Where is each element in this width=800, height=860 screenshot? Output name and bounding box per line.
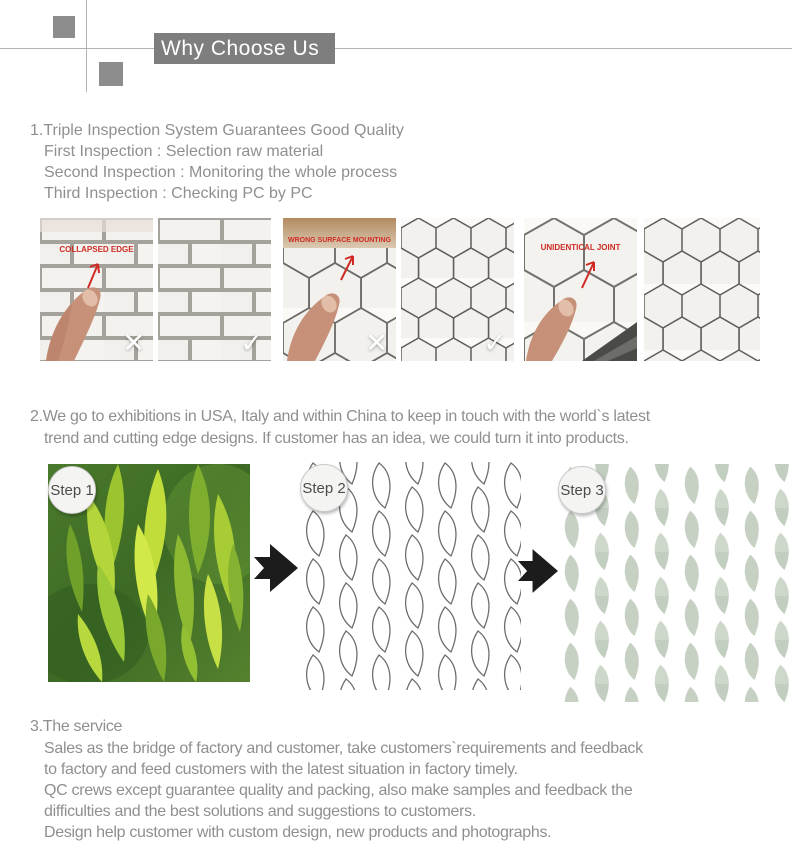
inspection-pair-unidentical-joint	[524, 218, 760, 361]
deco-square-top	[53, 16, 75, 38]
deco-vertical-line	[86, 0, 87, 92]
inspection-pair-collapsed-edge	[40, 218, 271, 361]
step-3-badge	[558, 466, 606, 514]
bad-x-mark: ✕	[365, 328, 388, 359]
inspection-photo-bad-1	[40, 218, 153, 361]
step-3-label: Step 3	[560, 481, 604, 499]
section-3-line-5: Design help customer with custom design, new products and photographs.	[44, 824, 552, 841]
defect-label: UNIDENTICAL JOINT	[540, 243, 621, 252]
section-3-heading: 3.The service	[30, 718, 123, 735]
bad-x-mark: ✕	[122, 328, 145, 359]
step-2-badge	[300, 464, 348, 512]
hexagon-tile-defect-graphic	[524, 218, 637, 361]
section-3-text	[30, 716, 643, 843]
section-1-line-2: Second Inspection : Monitoring the whole process	[44, 164, 398, 181]
section-3-line-3: QC crews except guarantee quality and packing, also make samples and feedback the	[44, 782, 633, 799]
step-2-drawing	[300, 462, 521, 690]
good-check-mark: ✓	[240, 328, 263, 359]
inspection-photo-good-1	[158, 218, 271, 361]
inspection-photo-good-3	[644, 218, 760, 361]
section-1-line-1: First Inspection : Selection raw material	[44, 143, 324, 160]
arrow-right-icon	[254, 544, 298, 597]
hexagon-tile-good-graphic	[644, 218, 760, 361]
section-2-line-1: 2.We go to exhibitions in USA, Italy and within China to keep in touch with the world`s latest	[30, 408, 650, 425]
step-1-badge	[48, 466, 96, 514]
good-check-mark: ✓	[483, 328, 506, 359]
arrow-right-icon	[518, 548, 558, 599]
inspection-photo-good-2	[401, 218, 514, 361]
section-title-banner	[154, 33, 335, 64]
step-1-photo	[48, 464, 250, 682]
section-2-text	[30, 406, 650, 449]
section-2-line-2: trend and cutting edge designs. If customer has an idea, we could turn it into products.	[44, 430, 629, 447]
step-2-label: Step 2	[302, 479, 346, 497]
inspection-pair-wrong-surface	[283, 218, 514, 361]
step-3-product	[558, 464, 795, 702]
deco-horizontal-line	[0, 48, 792, 49]
section-1-text	[30, 120, 404, 204]
defect-label: COLLAPSED EDGE	[59, 245, 134, 254]
defect-label: WRONG SURFACE MOUNTING	[287, 237, 392, 244]
section-3-line-4: difficulties and the best solutions and suggestions to customers.	[44, 803, 477, 820]
step-1-label: Step 1	[50, 481, 94, 499]
inspection-photo-bad-3	[524, 218, 637, 361]
deco-square-bottom	[99, 62, 123, 86]
section-1-line-3: Third Inspection : Checking PC by PC	[44, 185, 313, 202]
inspection-photo-bad-2	[283, 218, 396, 361]
section-1-heading: 1.Triple Inspection System Guarantees Good Quality	[30, 122, 404, 139]
section-3-line-2: to factory and feed customers with the latest situation in factory timely.	[44, 761, 518, 778]
page-title: Why Choose Us	[161, 37, 320, 60]
section-3-line-1: Sales as the bridge of factory and customer, take customers`requirements and feedback	[44, 740, 643, 757]
